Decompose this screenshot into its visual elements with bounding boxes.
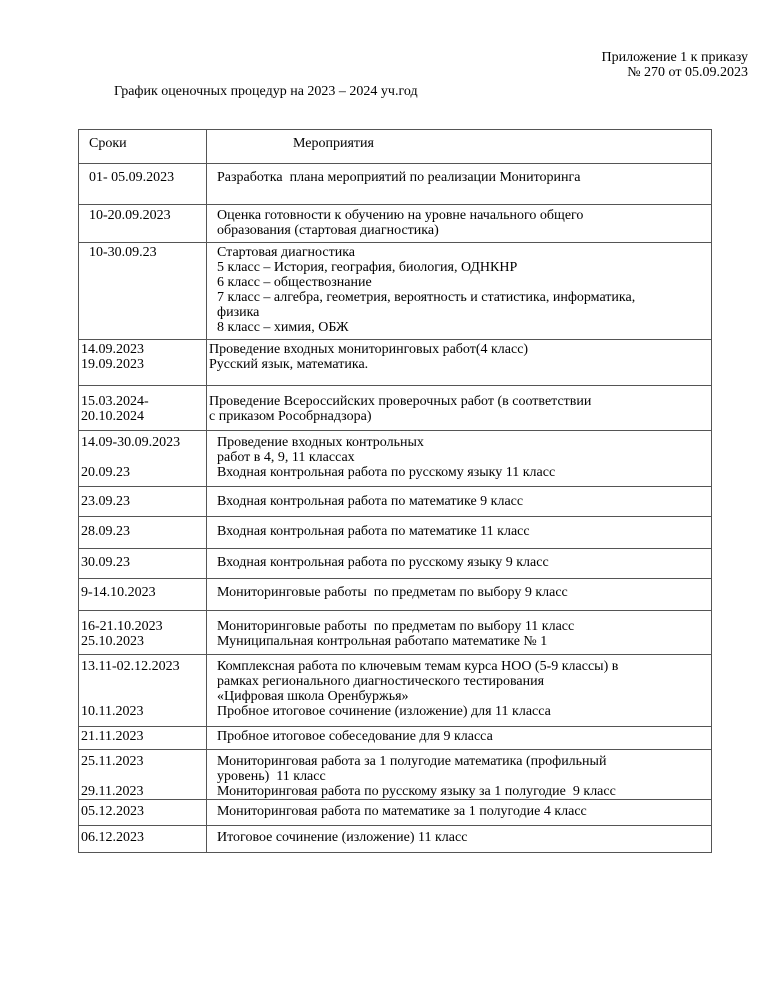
event-cell <box>207 826 712 853</box>
date-text: 21.11.2023 <box>81 729 144 744</box>
date-text: 19.09.2023 <box>81 357 144 372</box>
event-text: 6 класс – обществознание <box>217 275 372 290</box>
table-row <box>79 340 712 386</box>
table-row <box>79 243 712 340</box>
date-cell <box>79 655 207 727</box>
event-text: Стартовая диагностика <box>217 245 356 260</box>
date-text: 20.10.2024 <box>81 409 144 424</box>
date-text: 29.11.2023 <box>81 784 144 799</box>
event-text: работ в 4, 9, 11 классах <box>217 450 355 465</box>
event-text: Мониторинговые работы по предметам по выбору 11 класс <box>217 619 575 634</box>
date-cell <box>79 727 207 750</box>
event-text: Комплексная работа по ключевым темам курса НОО (5-9 классы) в <box>217 659 619 674</box>
table-row <box>79 727 712 750</box>
table-row <box>79 611 712 655</box>
event-text: Пробное итоговое сочинение (изложение) для 11 класса <box>217 704 551 719</box>
event-text: образования (стартовая диагностика) <box>217 223 439 238</box>
table-row <box>79 826 712 853</box>
event-text: уровень) 11 класс <box>217 769 326 784</box>
date-cell <box>79 386 207 431</box>
event-text: рамках регионального диагностического тестирования <box>217 674 545 689</box>
event-cell <box>207 800 712 826</box>
date-text: 10-30.09.23 <box>89 245 157 260</box>
date-cell <box>79 750 207 800</box>
event-cell <box>207 750 712 800</box>
event-cell <box>207 205 712 243</box>
date-text: 23.09.23 <box>81 494 130 509</box>
date-text: 14.09-30.09.2023 <box>81 435 181 450</box>
date-text: 13.11-02.12.2023 <box>81 659 180 674</box>
event-cell <box>207 386 712 431</box>
table-row <box>79 487 712 517</box>
event-text: 7 класс – алгебра, геометрия, вероятность и статистика, информатика, <box>217 290 636 305</box>
event-text: Входная контрольная работа по русскому языку 9 класс <box>217 555 549 570</box>
date-text <box>81 769 204 784</box>
date-text: 30.09.23 <box>81 555 130 570</box>
event-text: Итоговое сочинение (изложение) 11 класс <box>217 830 468 845</box>
schedule-table <box>78 129 712 853</box>
date-cell <box>79 517 207 549</box>
date-cell <box>79 340 207 386</box>
date-text: 06.12.2023 <box>81 830 144 845</box>
event-cell <box>207 431 712 487</box>
date-text <box>81 450 204 465</box>
event-text: с приказом Рособрнадзора) <box>209 409 372 424</box>
table-row <box>79 579 712 611</box>
event-cell <box>207 579 712 611</box>
column-header-dates-label: Сроки <box>89 136 127 151</box>
date-text <box>81 674 204 689</box>
date-text: 25.11.2023 <box>81 754 144 769</box>
event-cell <box>207 487 712 517</box>
event-text: физика <box>217 305 260 320</box>
event-cell <box>207 549 712 579</box>
document-title: График оценочных процедур на 2023 – 2024 уч.год <box>114 84 418 99</box>
table-row <box>79 386 712 431</box>
date-cell <box>79 579 207 611</box>
date-text: 01- 05.09.2023 <box>89 170 175 185</box>
date-cell <box>79 205 207 243</box>
event-text: Мониторинговая работа по русскому языку за 1 полугодие 9 класс <box>217 784 616 799</box>
date-text: 16-21.10.2023 <box>81 619 163 634</box>
event-cell <box>207 655 712 727</box>
event-text: Разработка плана мероприятий по реализации Мониторинга <box>217 170 581 185</box>
appendix-line-2: № 270 от 05.09.2023 <box>627 65 748 80</box>
date-cell <box>79 549 207 579</box>
date-cell <box>79 800 207 826</box>
date-text: 9-14.10.2023 <box>81 585 156 600</box>
date-text: 25.10.2023 <box>81 634 144 649</box>
date-text <box>81 689 204 704</box>
date-text: 10.11.2023 <box>81 704 144 719</box>
date-cell <box>79 487 207 517</box>
table-row <box>79 164 712 205</box>
date-text: 05.12.2023 <box>81 804 144 819</box>
table-row <box>79 517 712 549</box>
date-text: 10-20.09.2023 <box>89 208 171 223</box>
event-cell <box>207 517 712 549</box>
table-header-row <box>79 130 712 164</box>
column-header-events <box>207 130 712 164</box>
table-row <box>79 800 712 826</box>
event-text: «Цифровая школа Оренбуржья» <box>217 689 409 704</box>
date-text: 14.09.2023 <box>81 342 144 357</box>
event-text: Проведение входных контрольных <box>217 435 424 450</box>
event-text: Мониторинговые работы по предметам по выбору 9 класс <box>217 585 568 600</box>
event-cell <box>207 243 712 340</box>
date-cell <box>79 243 207 340</box>
event-text: Мониторинговая работа за 1 полугодие математика (профильный <box>217 754 607 769</box>
event-text: Русский язык, математика. <box>209 357 369 372</box>
event-text: Мониторинговая работа по математике за 1 полугодие 4 класс <box>217 804 587 819</box>
date-text: 20.09.23 <box>81 465 130 480</box>
table-row <box>79 549 712 579</box>
table-row <box>79 205 712 243</box>
appendix-line-1: Приложение 1 к приказу <box>601 50 748 65</box>
appendix-note <box>602 50 748 80</box>
event-text: Муниципальная контрольная работапо математике № 1 <box>217 634 548 649</box>
date-cell <box>79 431 207 487</box>
date-cell <box>79 611 207 655</box>
event-text: Проведение входных мониторинговых работ(4 класс) <box>209 342 529 357</box>
column-header-events-label: Мероприятия <box>293 136 374 151</box>
date-text: 15.03.2024- <box>81 394 149 409</box>
event-text: Проведение Всероссийских проверочных работ (в соответствии <box>209 394 592 409</box>
date-cell <box>79 826 207 853</box>
event-text: Входная контрольная работа по русскому языку 11 класс <box>217 465 556 480</box>
date-text: 28.09.23 <box>81 524 130 539</box>
event-text: 8 класс – химия, ОБЖ <box>217 320 349 335</box>
event-cell <box>207 164 712 205</box>
date-cell <box>79 164 207 205</box>
event-text: Оценка готовности к обучению на уровне начального общего <box>217 208 584 223</box>
table-row <box>79 655 712 727</box>
event-text: Пробное итоговое собеседование для 9 класса <box>217 729 493 744</box>
event-cell <box>207 340 712 386</box>
event-cell <box>207 727 712 750</box>
event-text: Входная контрольная работа по математике 11 класс <box>217 524 530 539</box>
event-text: Входная контрольная работа по математике 9 класс <box>217 494 524 509</box>
column-header-dates <box>79 130 207 164</box>
table-row <box>79 750 712 800</box>
event-cell <box>207 611 712 655</box>
table-row <box>79 431 712 487</box>
event-text: 5 класс – История, география, биология, ОДНКНР <box>217 260 518 275</box>
